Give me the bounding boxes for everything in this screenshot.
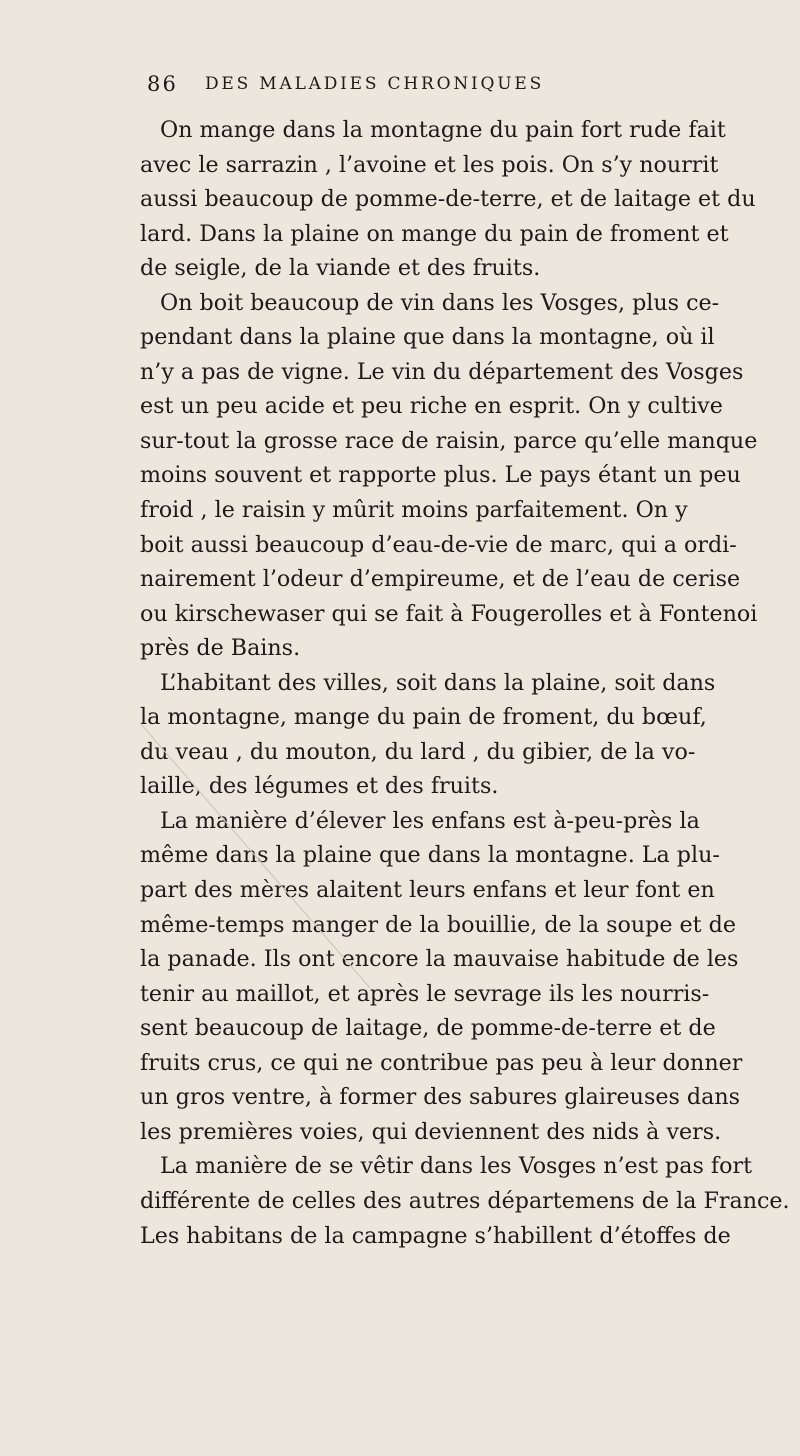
text-line: L’habitant des villes, soit dans la plaine, soit dans: [160, 669, 716, 696]
text-line: la montagne, mange du pain de froment, du bœuf,: [140, 704, 707, 731]
text-line: On boit beaucoup de vin dans les Vosges, plus ce-: [160, 289, 720, 316]
text-line: moins souvent et rapporte plus. Le pays étant un peu: [140, 462, 741, 489]
text-line: du veau , du mouton, du lard , du gibier, de la vo-: [140, 738, 696, 765]
text-line: de seigle, de la viande et des fruits.: [140, 255, 541, 282]
text-line: même-temps manger de la bouillie, de la soupe et de: [140, 911, 736, 938]
text-line: Les habitans de la campagne s’habillent d’étoffes de: [140, 1222, 731, 1249]
text-line: près de Bains.: [140, 635, 301, 662]
text-line: même dans la plaine que dans la montagne. La plu-: [140, 842, 720, 869]
text-line: lard. Dans la plaine on mange du pain de froment et: [140, 220, 729, 247]
text-line: pendant dans la plaine que dans la montagne, où il: [140, 324, 715, 351]
text-line: est un peu acide et peu riche en esprit. On y cultive: [140, 393, 723, 420]
text-line: la panade. Ils ont encore la mauvaise habitude de les: [140, 946, 739, 973]
text-line: tenir au maillot, et après le sevrage ils les nourris-: [140, 980, 710, 1007]
page-number: 86: [147, 72, 179, 96]
text-line: les premières voies, qui deviennent des nids à vers.: [140, 1118, 722, 1145]
text-line: avec le sarrazin , l’avoine et les pois. On s’y nourrit: [140, 151, 719, 178]
text-line: froid , le raisin y mûrit moins parfaitement. On y: [140, 497, 688, 524]
text-line: part des mères alaitent leurs enfans et leur font en: [140, 877, 715, 904]
text-line: La manière d’élever les enfans est à-peu-près la: [160, 807, 700, 834]
text-line: sur-tout la grosse race de raisin, parce qu’elle manque: [140, 427, 758, 454]
text-line: un gros ventre, à former des sabures glaireuses dans: [140, 1084, 741, 1111]
text-line: On mange dans la montagne du pain fort rude fait: [160, 117, 726, 143]
text-line: fruits crus, ce qui ne contribue pas peu à leur donner: [140, 1049, 743, 1076]
running-header: [147, 72, 657, 102]
text-line: aussi beaucoup de pomme-de-terre, et de laitage et du: [140, 186, 756, 213]
text-line: nairement l’odeur d’empireume, et de l’eau de cerise: [140, 566, 741, 593]
text-line: différente de celles des autres départemens de la France.: [140, 1187, 790, 1214]
text-line: La manière de se vêtir dans les Vosges n’est pas fort: [160, 1153, 752, 1180]
body-text: [140, 113, 790, 1253]
text-line: sent beaucoup de laitage, de pomme-de-terre et de: [140, 1015, 716, 1042]
text-line: laille, des légumes et des fruits.: [140, 773, 499, 800]
text-line: ou kirschewaser qui se fait à Fougerolles et à Fontenoi: [140, 600, 758, 627]
text-line: n’y a pas de vigne. Le vin du département des Vosges: [140, 358, 744, 385]
text-line: boit aussi beaucoup d’eau-de-vie de marc, qui a ordi-: [140, 531, 737, 558]
running-title: DES MALADIES CHRONIQUES: [205, 74, 545, 94]
